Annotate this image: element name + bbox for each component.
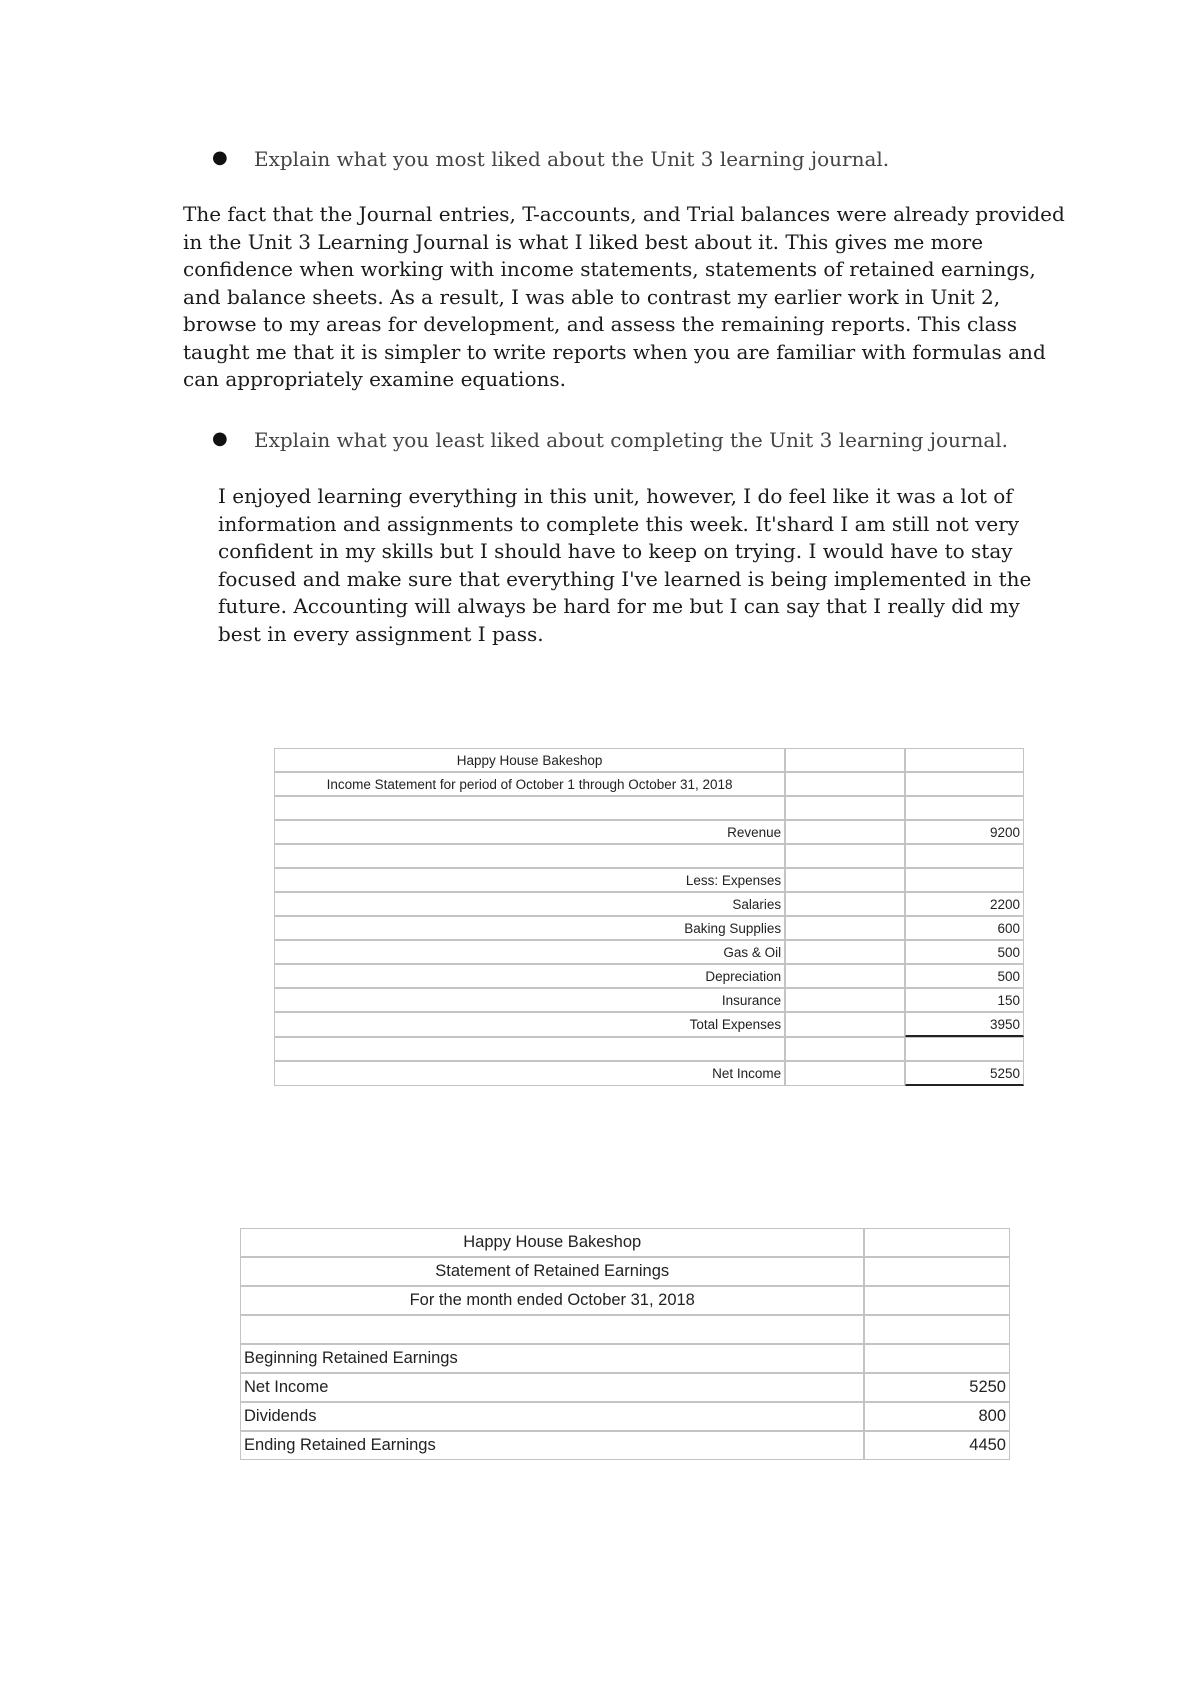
expense-label: Insurance: [274, 988, 785, 1012]
row-label: Dividends: [240, 1402, 864, 1431]
table-row: [240, 1257, 1010, 1286]
paragraph-line: confidence when working with income statements, statements of retained earnings,: [183, 257, 1036, 281]
less-expenses-label: Less: Expenses: [274, 868, 785, 892]
table-row: [240, 1228, 1010, 1257]
income-statement-table: [274, 748, 1024, 1086]
row-label: Ending Retained Earnings: [240, 1431, 864, 1460]
row-label: Beginning Retained Earnings: [240, 1344, 864, 1373]
statement-period: Income Statement for period of October 1 through October 31, 2018: [274, 772, 785, 796]
table-row: [240, 1286, 1010, 1315]
paragraph-line: focused and make sure that everything I've learned is being implemented in the: [218, 566, 1032, 591]
table-row: [240, 1373, 1010, 1402]
expense-value: 2200: [905, 892, 1024, 916]
expense-label: Gas & Oil: [274, 940, 785, 964]
total-expenses-value: 3950: [905, 1012, 1024, 1037]
table-row: [274, 940, 1024, 964]
retained-earnings-table: [240, 1228, 1010, 1460]
expense-value: 600: [905, 916, 1024, 940]
expense-value: 500: [905, 940, 1024, 964]
company-name: Happy House Bakeshop: [274, 748, 785, 772]
expense-value: 150: [905, 988, 1024, 1012]
table-row: [274, 892, 1024, 916]
table-row: [240, 1402, 1010, 1431]
paragraph-line: The fact that the Journal entries, T-accounts, and Trial balances were already provided: [183, 202, 1065, 226]
total-expenses-label: Total Expenses: [274, 1012, 785, 1037]
paragraph-line: browse to my areas for development, and assess the remaining reports. This class: [183, 312, 1018, 336]
table-row: [274, 748, 1024, 772]
table-row: [274, 844, 1024, 868]
table-row: [274, 916, 1024, 940]
paragraph-line: taught me that it is simpler to write reports when you are familiar with formulas and: [183, 339, 1046, 364]
table-row: [274, 796, 1024, 820]
row-label: Net Income: [240, 1373, 864, 1402]
paragraph-most-liked: [183, 201, 1065, 394]
table-row: [240, 1431, 1010, 1460]
table-row: [274, 1061, 1024, 1086]
revenue-label: Revenue: [274, 820, 785, 844]
bullet-icon: ●: [212, 428, 228, 449]
paragraph-line: confident in my skills but I should have to keep on trying. I would have to stay: [218, 539, 1013, 563]
bullet-text: Explain what you most liked about the Unit 3 learning journal.: [254, 147, 890, 171]
table-row: [274, 772, 1024, 796]
table-row: [274, 964, 1024, 988]
expense-label: Salaries: [274, 892, 785, 916]
bullet-icon: ●: [212, 147, 228, 168]
row-value: 800: [864, 1402, 1010, 1431]
paragraph-line: can appropriately examine equations.: [183, 367, 566, 391]
paragraph-line: in the Unit 3 Learning Journal is what I liked best about it. This gives me more: [183, 229, 984, 254]
row-value: [864, 1344, 1010, 1373]
table-row: [274, 988, 1024, 1012]
paragraph-line: and balance sheets. As a result, I was able to contrast my earlier work in Unit 2,: [183, 284, 1001, 309]
net-income-label: Net Income: [274, 1061, 785, 1086]
revenue-value: 9200: [905, 820, 1024, 844]
row-value: 4450: [864, 1431, 1010, 1460]
table-row: [274, 820, 1024, 844]
paragraph-least-liked: [218, 483, 1031, 648]
row-value: 5250: [864, 1373, 1010, 1402]
paragraph-line: I enjoyed learning everything in this unit, however, I do feel like it was a lot of: [218, 484, 1013, 508]
paragraph-line: future. Accounting will always be hard for me but I can say that I really did my: [218, 594, 1020, 618]
expense-value: 500: [905, 964, 1024, 988]
statement-period: For the month ended October 31, 2018: [240, 1286, 864, 1315]
expense-label: Baking Supplies: [274, 916, 785, 940]
table-row: [274, 868, 1024, 892]
table-row: [240, 1315, 1010, 1344]
statement-title: Statement of Retained Earnings: [240, 1257, 864, 1286]
expense-label: Depreciation: [274, 964, 785, 988]
net-income-value: 5250: [905, 1061, 1024, 1086]
bullet-text: Explain what you least liked about completing the Unit 3 learning journal.: [254, 428, 1009, 452]
paragraph-line: best in every assignment I pass.: [218, 621, 544, 646]
paragraph-line: information and assignments to complete this week. It'shard I am still not very: [218, 511, 1020, 536]
table-row: [240, 1344, 1010, 1373]
company-name: Happy House Bakeshop: [240, 1228, 864, 1257]
table-row: [274, 1037, 1024, 1061]
table-row: [274, 1012, 1024, 1037]
